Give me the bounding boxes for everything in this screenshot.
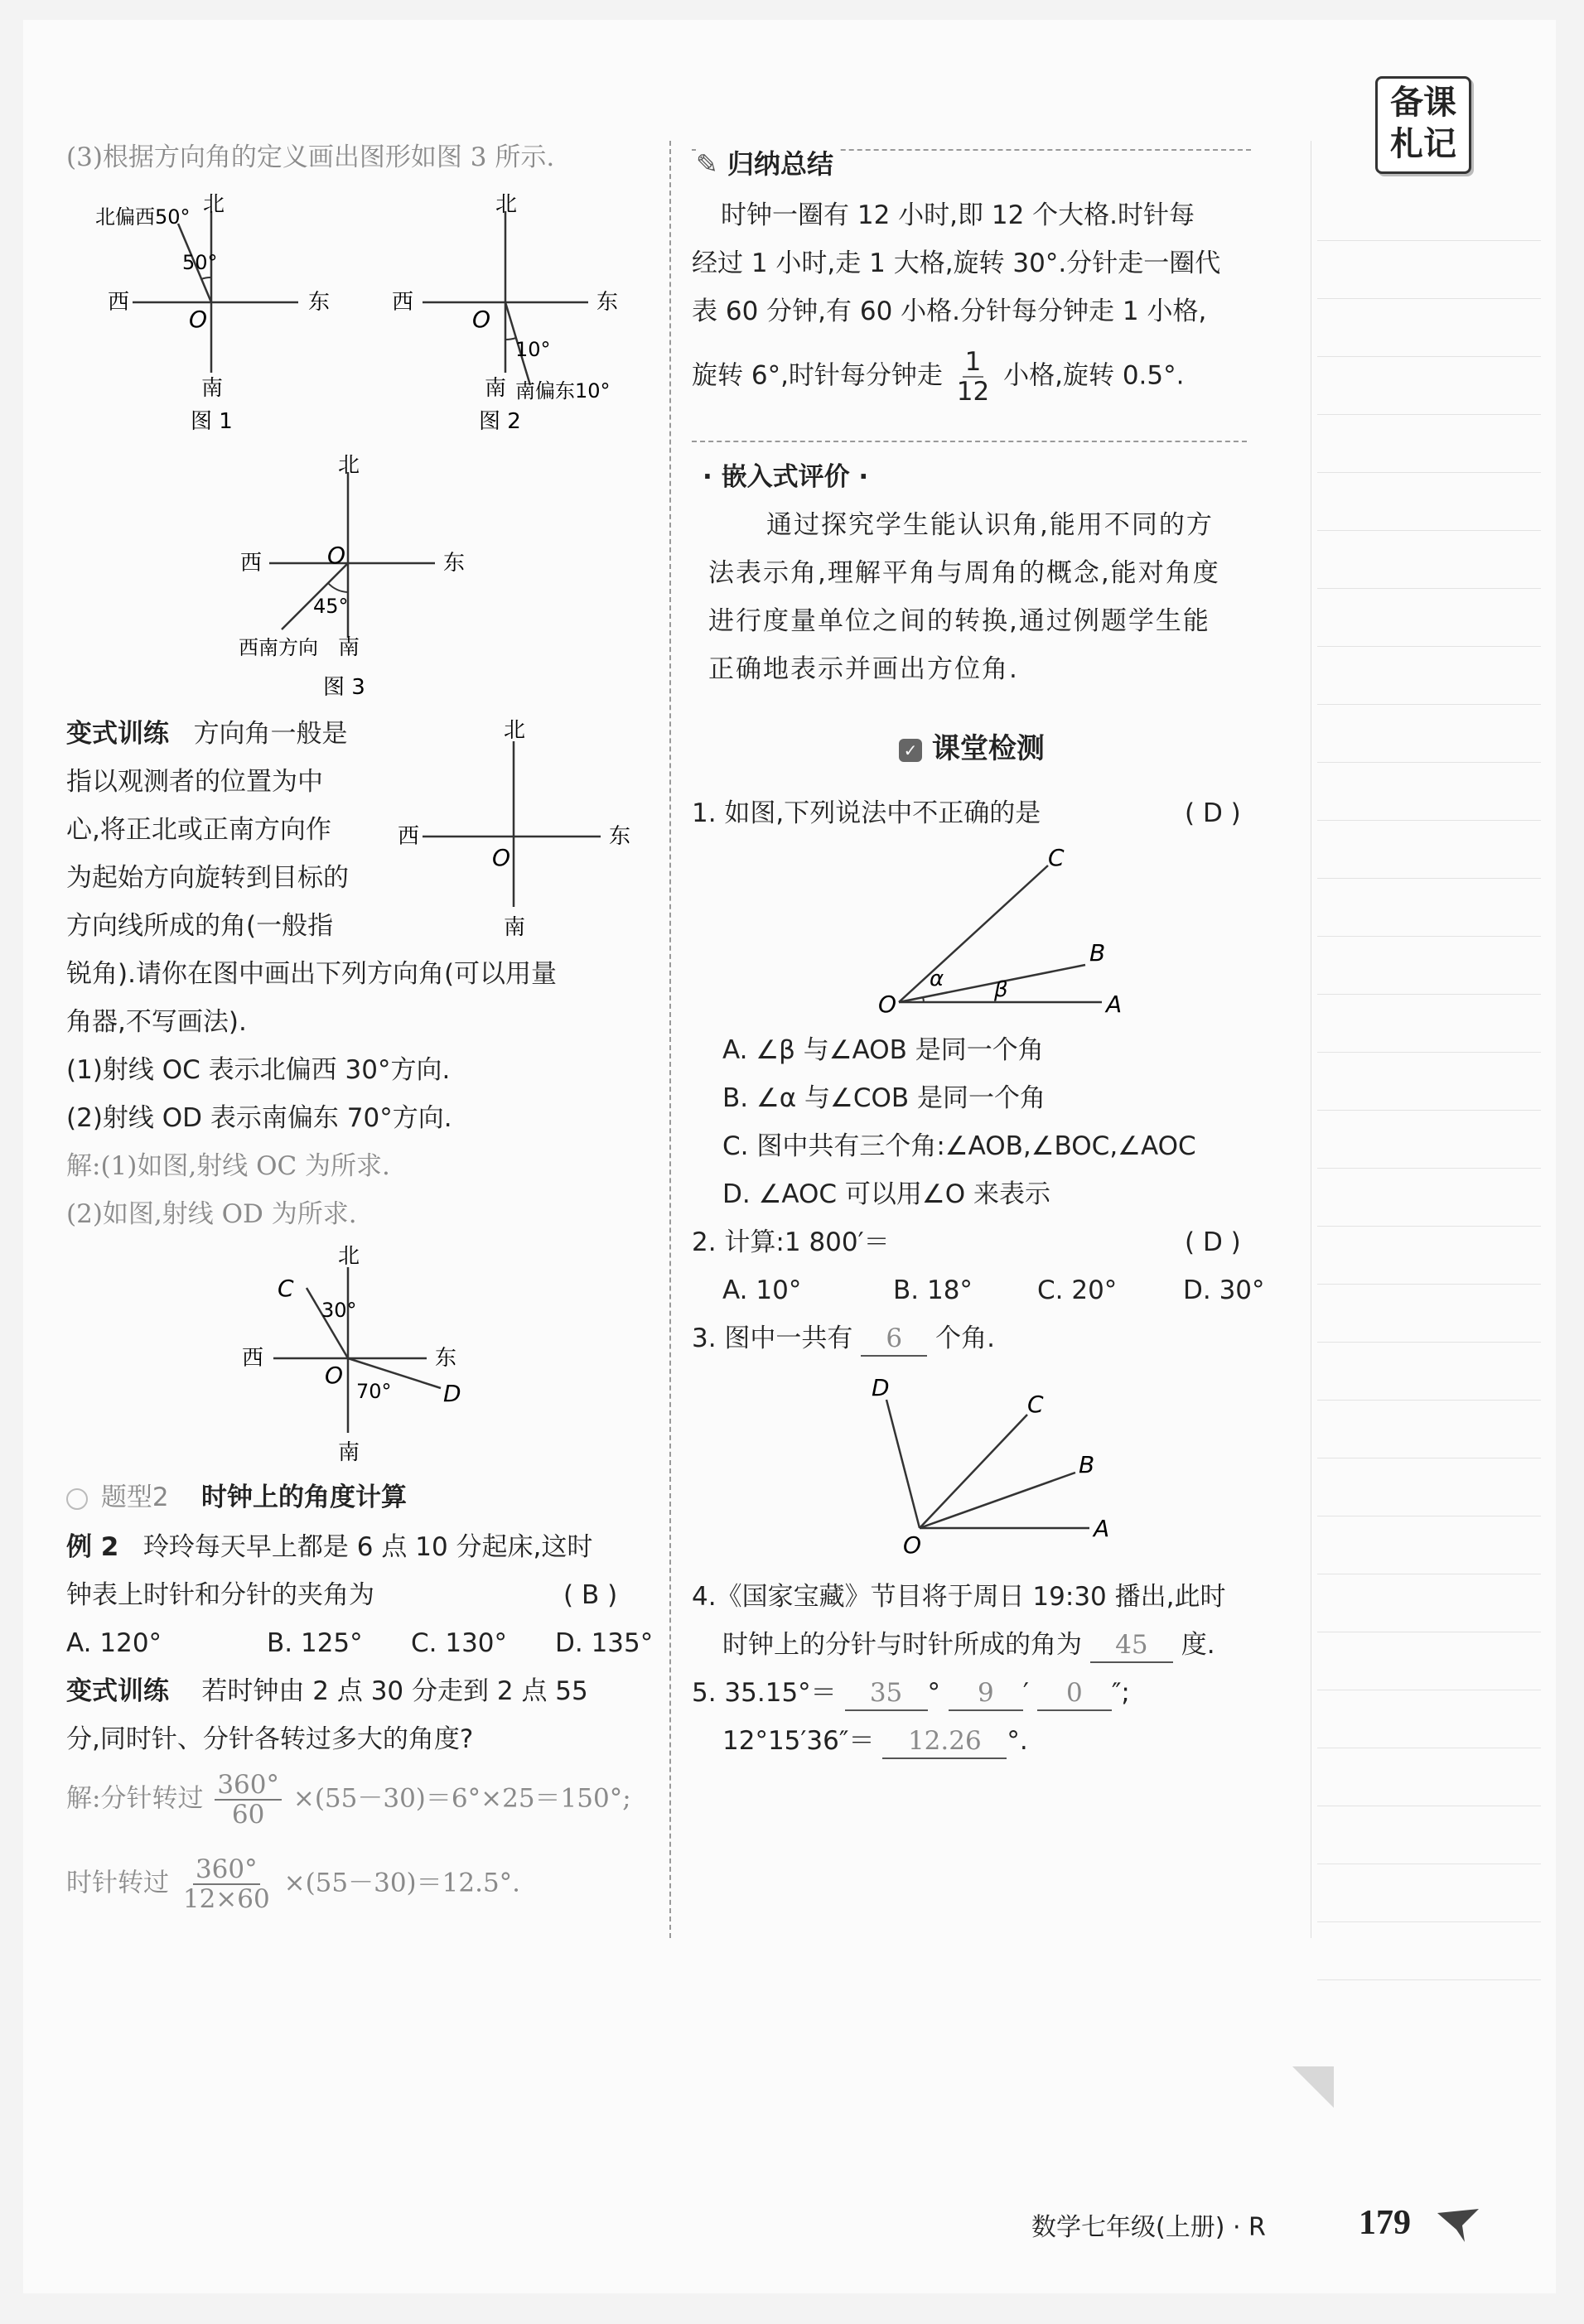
fig3-caption: 图 3 bbox=[323, 675, 365, 700]
q5-line2 bbox=[722, 1724, 1028, 1759]
variant2-line1 bbox=[66, 1675, 588, 1708]
q2-answer: ( D ) bbox=[1185, 1227, 1241, 1257]
fig5-south: 南 bbox=[338, 1440, 360, 1465]
variant1-text-6: 角器,不写画法). bbox=[66, 1007, 247, 1037]
evaluation-title: · 嵌入式评价 · bbox=[703, 462, 869, 492]
fig1-angle: 50° bbox=[182, 251, 218, 274]
q1-answer: ( D ) bbox=[1185, 798, 1241, 828]
variant1-text-2: 心,将正北或正南方向作 bbox=[66, 815, 331, 845]
fig4-o: O bbox=[492, 844, 511, 871]
summary-frac-den: 12 bbox=[956, 377, 990, 407]
sol2-den: 12×60 bbox=[182, 1884, 270, 1914]
summary-line2: 经过 1 小时,走 1 大格,旋转 30°.分针走一圈代 bbox=[692, 248, 1221, 278]
type2-heading bbox=[66, 1481, 407, 1514]
q3-line bbox=[692, 1322, 995, 1357]
check-title: 课堂检测 bbox=[931, 732, 1045, 765]
q5-unit4: °. bbox=[1007, 1726, 1028, 1756]
q1-fig-b: B bbox=[1089, 939, 1106, 967]
fig5-a30: 30° bbox=[321, 1299, 357, 1322]
fig4-south: 南 bbox=[504, 915, 526, 940]
fig1-east: 东 bbox=[308, 290, 331, 315]
q2-option-b: B. 18° bbox=[893, 1275, 973, 1305]
summary-bottom-border bbox=[692, 441, 1247, 442]
fig5-east: 东 bbox=[435, 1346, 457, 1371]
example2-option-c: C. 130° bbox=[411, 1628, 508, 1658]
fig3-angle: 45° bbox=[313, 595, 349, 618]
fig1-west: 西 bbox=[108, 290, 130, 315]
example2-label: 例 2 bbox=[66, 1532, 119, 1562]
example2-text1: 玲玲每天早上都是 6 点 10 分起床,这时 bbox=[142, 1532, 593, 1562]
variant1-q2: (2)射线 OD 表示南偏东 70°方向. bbox=[66, 1103, 452, 1133]
summary-line3: 表 60 分钟,有 60 小格.分针每分钟走 1 小格, bbox=[692, 297, 1207, 326]
example2-answer: ( B ) bbox=[563, 1580, 618, 1610]
variant1-a1: 解:(1)如图,射线 OC 为所求. bbox=[66, 1151, 390, 1181]
q2-option-d: D. 30° bbox=[1183, 1275, 1265, 1305]
q1-fig-c: C bbox=[1048, 844, 1065, 871]
fig5-a70: 70° bbox=[356, 1380, 392, 1403]
figure-4 bbox=[398, 712, 654, 944]
q2-text: 2. 计算:1 800′＝ bbox=[692, 1227, 890, 1257]
q5-blank2: 9 bbox=[949, 1676, 1023, 1711]
badge-line2: 札记 bbox=[1390, 125, 1456, 163]
variant1-text-3: 为起始方向旋转到目标的 bbox=[66, 863, 349, 893]
variant1-text-1: 指以观测者的位置为中 bbox=[66, 767, 323, 797]
q1-option-a: A. ∠β 与∠AOB 是同一个角 bbox=[722, 1035, 1044, 1065]
q1-option-d: D. ∠AOC 可以用∠O 来表示 bbox=[722, 1179, 1050, 1209]
variant1-a2: (2)如图,射线 OD 为所求. bbox=[66, 1199, 357, 1229]
variant2-text2: 分,同时针、分针各转过多大的角度? bbox=[66, 1724, 474, 1754]
example2-text2: 钟表上时针和分针的夹角为 bbox=[66, 1580, 374, 1610]
q3-fig-b: B bbox=[1079, 1451, 1095, 1478]
q3-post: 个角. bbox=[935, 1324, 996, 1353]
summary-line4-pre: 旋转 6°,时针每分钟走 bbox=[692, 360, 943, 391]
q4-pre: 时钟上的分针与时针所成的角为 bbox=[722, 1630, 1082, 1660]
evaluation-line3: 进行度量单位之间的转换,通过例题学生能 bbox=[708, 606, 1210, 636]
evaluation-line4: 正确地表示并画出方位角. bbox=[708, 654, 1019, 684]
notes-badge bbox=[1375, 76, 1471, 174]
variant2-title: 变式训练 bbox=[66, 1676, 169, 1706]
example2-option-a: A. 120° bbox=[66, 1628, 162, 1658]
fig3-east: 东 bbox=[443, 551, 466, 576]
q5-unit1: ° bbox=[927, 1678, 941, 1708]
q3-figure bbox=[862, 1367, 1135, 1557]
summary-frac-num: 1 bbox=[963, 348, 984, 378]
q5-line2-pre: 12°15′36″＝ bbox=[722, 1726, 875, 1756]
fig2-north: 北 bbox=[495, 192, 518, 217]
fig3-o: O bbox=[327, 542, 346, 569]
fig5-d: D bbox=[443, 1380, 461, 1407]
q3-blank: 6 bbox=[861, 1322, 927, 1357]
example2-line1 bbox=[66, 1531, 592, 1564]
q5-unit3: ″; bbox=[1111, 1678, 1130, 1708]
q4-blank: 45 bbox=[1090, 1628, 1173, 1663]
q1-fig-a: A bbox=[1106, 991, 1123, 1018]
sol1-den: 60 bbox=[231, 1800, 265, 1830]
fig1-caption: 图 1 bbox=[191, 409, 233, 434]
variant1-q1: (1)射线 OC 表示北偏西 30°方向. bbox=[66, 1055, 451, 1085]
q5-blank4: 12.26 bbox=[882, 1724, 1007, 1759]
intro-text: (3)根据方向角的定义画出图形如图 3 所示. bbox=[66, 142, 555, 172]
q2-option-c: C. 20° bbox=[1037, 1275, 1118, 1305]
fig2-west: 西 bbox=[392, 290, 414, 315]
corner-decoration bbox=[1288, 2062, 1338, 2112]
q1-fig-beta: β bbox=[994, 977, 1008, 1002]
evaluation-line2: 法表示角,理解平角与周角的概念,能对角度 bbox=[708, 558, 1220, 588]
example2-option-b: B. 125° bbox=[267, 1628, 363, 1658]
variant2-text1: 若时钟由 2 点 30 分走到 2 点 55 bbox=[201, 1676, 588, 1706]
check-icon: ✓ bbox=[899, 739, 922, 762]
fig3-west: 西 bbox=[240, 551, 263, 576]
q5-pre: 5. 35.15°＝ bbox=[692, 1678, 837, 1708]
q3-fig-d: D bbox=[872, 1374, 890, 1401]
summary-title: 归纳总结 bbox=[727, 148, 833, 180]
q2-option-a: A. 10° bbox=[722, 1275, 802, 1305]
fig5-c: C bbox=[278, 1275, 294, 1302]
q3-fig-o: O bbox=[903, 1531, 922, 1557]
fig5-west: 西 bbox=[242, 1346, 264, 1371]
q3-fig-c: C bbox=[1027, 1391, 1044, 1418]
fig4-east: 东 bbox=[609, 824, 631, 849]
badge-line1: 备课 bbox=[1390, 84, 1456, 122]
fig2-east: 东 bbox=[596, 290, 619, 315]
q3-pre: 3. 图中一共有 bbox=[692, 1324, 853, 1353]
page-number-arrow-icon bbox=[1433, 2205, 1483, 2246]
summary-line4-post: 小格,旋转 0.5°. bbox=[1003, 360, 1185, 391]
example2-option-d: D. 135° bbox=[555, 1628, 654, 1658]
pencil-icon: ✎ bbox=[696, 148, 718, 180]
q4-line2 bbox=[722, 1628, 1215, 1663]
q5-blank3: 0 bbox=[1037, 1676, 1112, 1711]
fig2-south: 南 bbox=[485, 376, 507, 401]
q1-figure bbox=[862, 837, 1135, 1027]
variant1-text-0: 方向角一般是 bbox=[193, 719, 348, 749]
variant1-title: 变式训练 bbox=[66, 719, 169, 749]
check-heading bbox=[899, 732, 1045, 765]
fig4-west: 西 bbox=[398, 824, 420, 849]
q1-option-c: C. 图中共有三个角:∠AOB,∠BOC,∠AOC bbox=[722, 1131, 1196, 1161]
figure-5 bbox=[224, 1242, 505, 1474]
fig4-north: 北 bbox=[504, 718, 526, 743]
sol2-post: ×(55－30)＝12.5°. bbox=[283, 1868, 521, 1898]
fig3-south: 南 bbox=[338, 635, 360, 660]
fig1-south: 南 bbox=[201, 376, 224, 401]
fig1-label: 北偏西50° bbox=[95, 205, 191, 229]
type2-title: 时钟上的角度计算 bbox=[201, 1483, 408, 1512]
q5-line1 bbox=[692, 1676, 1130, 1711]
fig2-o: O bbox=[472, 306, 491, 333]
sol2-num: 360° bbox=[193, 1855, 260, 1885]
evaluation-line1: 通过探究学生能认识角,能用不同的方 bbox=[766, 510, 1214, 540]
fig1-north: 北 bbox=[203, 192, 225, 217]
type2-tag: 题型2 bbox=[100, 1483, 169, 1512]
summary-line1: 时钟一圈有 12 小时,即 12 个大格.时针每 bbox=[721, 200, 1195, 230]
footer-book: 数学七年级(上册) · R bbox=[1031, 2213, 1266, 2242]
figures-1-2 bbox=[83, 186, 646, 451]
q1-option-b: B. ∠α 与∠COB 是同一个角 bbox=[722, 1083, 1046, 1113]
q3-fig-a: A bbox=[1094, 1515, 1110, 1542]
variant2-solution1 bbox=[66, 1771, 631, 1829]
variant1-text-4: 方向线所成的角(一般指 bbox=[66, 911, 334, 941]
page-number: 179 bbox=[1359, 2204, 1411, 2242]
q5-blank1: 35 bbox=[845, 1676, 928, 1711]
sol2-pre: 时针转过 bbox=[66, 1868, 169, 1898]
fig2-caption: 图 2 bbox=[479, 409, 521, 434]
sol1-pre: 解:分针转过 bbox=[66, 1783, 204, 1814]
q1-text: 1. 如图,下列说法中不正确的是 bbox=[692, 798, 1041, 828]
variant2-solution2 bbox=[66, 1855, 520, 1913]
type2-icon bbox=[66, 1488, 88, 1510]
sol1-num: 360° bbox=[215, 1771, 282, 1801]
q1-fig-alpha: α bbox=[930, 967, 944, 991]
fig3-north: 北 bbox=[338, 453, 360, 478]
fig5-north: 北 bbox=[338, 1244, 360, 1269]
variant1-text-5: 锐角).请你在图中画出下列方向角(可以用量 bbox=[66, 959, 558, 989]
q5-unit2: ′ bbox=[1022, 1678, 1029, 1708]
fig2-label: 南偏东10° bbox=[515, 379, 611, 403]
fig1-o: O bbox=[189, 306, 208, 333]
figure-3 bbox=[224, 447, 505, 712]
q4-post: 度. bbox=[1181, 1630, 1215, 1660]
summary-line4 bbox=[692, 348, 1184, 406]
fig2-angle: 10° bbox=[515, 338, 551, 361]
fig3-label: 西南方向 bbox=[239, 636, 318, 659]
q4-line1: 4.《国家宝藏》节目将于周日 19:30 播出,此时 bbox=[692, 1582, 1226, 1612]
sol1-post: ×(55－30)＝6°×25＝150°; bbox=[292, 1783, 631, 1814]
q1-fig-o: O bbox=[878, 991, 897, 1018]
fig5-o: O bbox=[325, 1362, 344, 1389]
variant1-line0 bbox=[66, 717, 348, 750]
summary-title-wrap bbox=[696, 147, 840, 181]
